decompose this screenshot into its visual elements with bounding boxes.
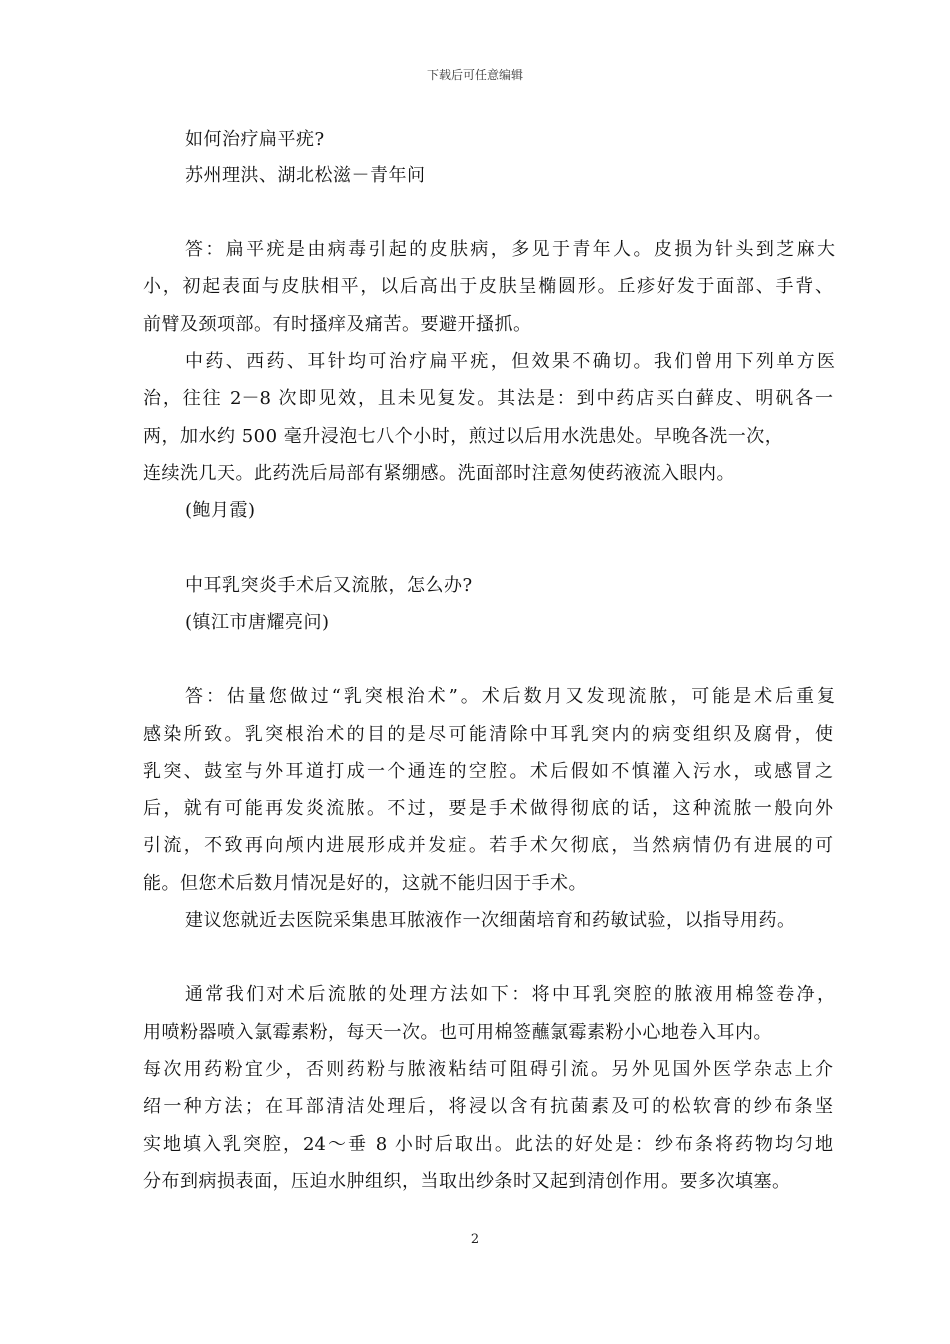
treatment-line: 分布到病损表面，压迫水肿组织，当取出纱条时又起到清创作用。要多次填塞。 xyxy=(143,1171,791,1192)
answer-line: 中药、西药、耳针均可治疗扁平疣，但效果不确切。我们曾用下列单方医 xyxy=(185,351,835,372)
answer-signature: (鲍月霞) xyxy=(185,500,256,521)
answer-line: 建议您就近去医院采集患耳脓液作一次细菌培育和药敏试验，以指导用药。 xyxy=(185,910,796,931)
treatment-line: 用喷粉器喷入氯霉素粉，每天一次。也可用棉签蘸氯霉素粉小心地卷入耳内。 xyxy=(143,1022,772,1043)
answer-line: 答：扁平疣是由病毒引起的皮肤病，多见于青年人。皮损为针头到芝麻大 xyxy=(185,239,835,260)
answer-line: 前臂及颈项部。有时搔痒及痛苦。要避开搔抓。 xyxy=(143,314,532,335)
question-title: 中耳乳突炎手术后又流脓，怎么办? xyxy=(185,575,473,596)
answer-line: 答：估量您做过“乳突根治术”。术后数月又发现流脓，可能是术后重复 xyxy=(185,686,835,707)
answer-line: 两，加水约 500 毫升浸泡七八个小时，煎过以后用水洗患处。早晚各洗一次， xyxy=(143,426,784,447)
answer-line: 能。但您术后数月情况是好的，这就不能归因于手术。 xyxy=(143,873,587,894)
page-number: 2 xyxy=(470,1232,480,1247)
page-header: 下载后可任意编辑 xyxy=(426,68,523,82)
answer-line: 引流，不致再向颅内进展形成并发症。若手术欠彻底，当然病情仍有进展的可 xyxy=(143,835,833,856)
question-asker: (镇江市唐耀亮问) xyxy=(185,612,330,633)
answer-line: 连续洗几天。此药洗后局部有紧绷感。洗面部时注意匆使药液流入眼内。 xyxy=(143,463,735,484)
treatment-line: 绍一种方法；在耳部清洁处理后，将浸以含有抗菌素及可的松软膏的纱布条坚 xyxy=(143,1096,833,1117)
answer-line: 后，就有可能再发炎流脓。不过，要是手术做得彻底的话，这种流脓一般向外 xyxy=(143,798,833,819)
question-asker: 苏州理洪、湖北松滋－青年问 xyxy=(185,165,426,186)
treatment-line: 每次用药粉宜少，否则药粉与脓液粘结可阻碍引流。另外见国外医学杂志上介 xyxy=(143,1059,833,1080)
answer-line: 乳突、鼓室与外耳道打成一个通连的空腔。术后假如不慎灌入污水，或感冒之 xyxy=(143,761,833,782)
treatment-line: 实地填入乳突腔，24～垂 8 小时后取出。此法的好处是：纱布条将药物均匀地 xyxy=(143,1134,833,1155)
answer-line: 治，往往 2－8 次即见效，且未见复发。其法是：到中药店买白藓皮、明矾各一 xyxy=(143,388,833,409)
answer-line: 小，初起表面与皮肤相平，以后高出于皮肤呈椭圆形。丘疹好发于面部、手背、 xyxy=(143,276,833,297)
question-title: 如何治疗扁平疣? xyxy=(185,129,325,150)
answer-line: 感染所致。乳突根治术的目的是尽可能清除中耳乳突内的病变组织及腐骨，使 xyxy=(143,724,833,745)
treatment-line: 通常我们对术后流脓的处理方法如下：将中耳乳突腔的脓液用棉签卷净， xyxy=(185,984,835,1005)
